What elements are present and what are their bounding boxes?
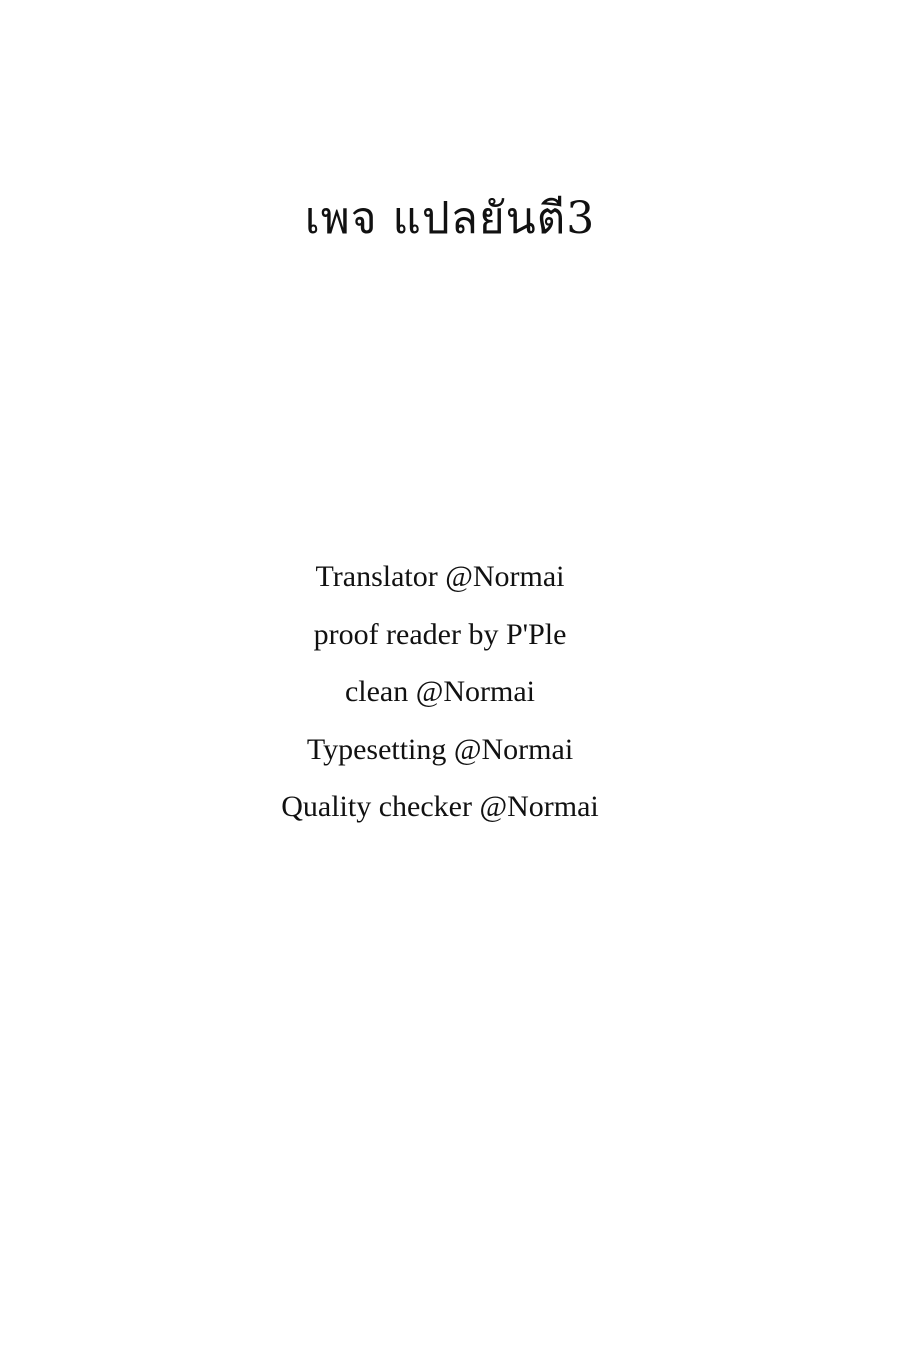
credit-quality-checker: Quality checker @Normai <box>281 790 599 823</box>
credit-translator: Translator @Normai <box>315 560 565 593</box>
page-title: เพจ แปลยันตี3 <box>304 193 596 244</box>
credit-clean: clean @Normai <box>344 675 536 708</box>
credits-list <box>0 548 880 836</box>
credit-typesetting: Typesetting @Normai <box>306 732 574 766</box>
credit-proof-reader: proof reader by P'Ple <box>313 617 567 651</box>
